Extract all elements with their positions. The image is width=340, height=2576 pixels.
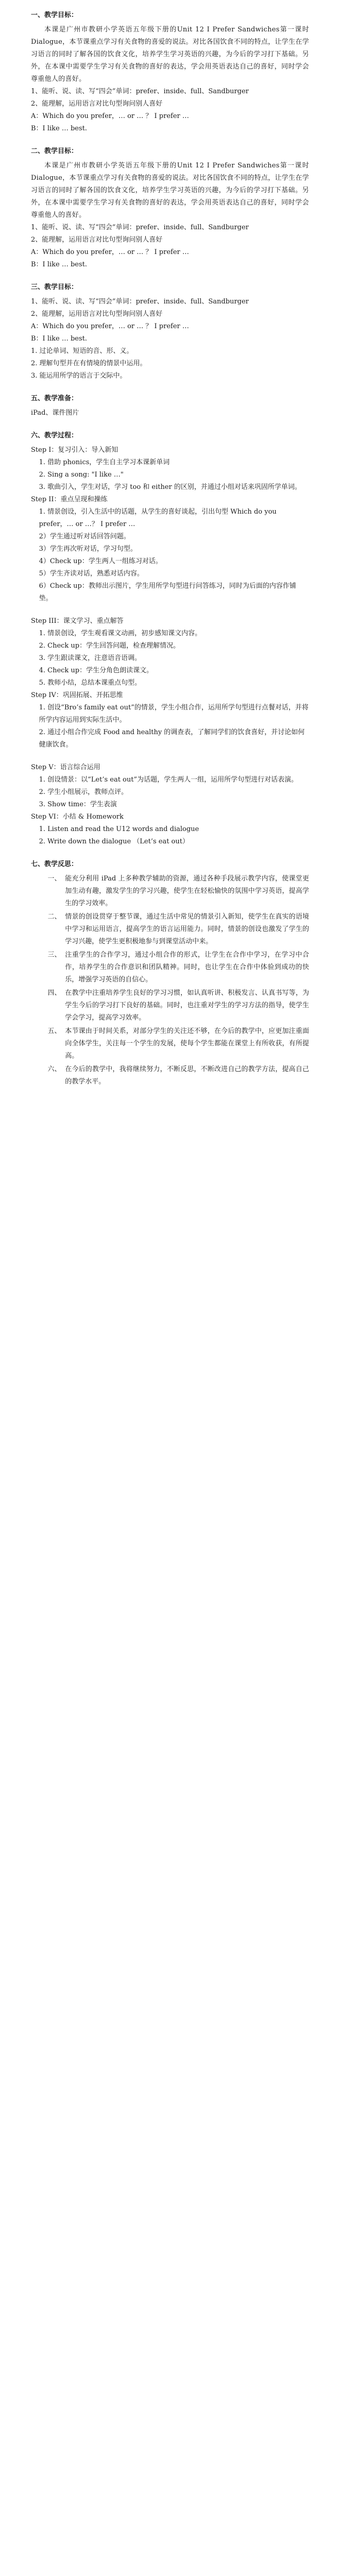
reflection-item xyxy=(31,1063,309,1088)
section-line: iPad、课件图片 xyxy=(31,409,79,417)
reflection-number: 四、 xyxy=(47,989,61,997)
reflection-number: 五、 xyxy=(47,1027,61,1035)
section-process-steps-3-4 xyxy=(31,615,309,751)
reflection-text: 在今后的教学中，我将继续努力，不断反思，不断改进自己的教学方法，提高自己的教学水平。 xyxy=(65,1065,309,1086)
section-line: 1、能听、说、读、写“四会”单词：prefer、inside、full、Sandburger xyxy=(31,88,249,95)
reflection-number: 三、 xyxy=(47,951,61,959)
document-body xyxy=(0,0,340,1088)
step-line: 2. Sing a song: "I like …" xyxy=(39,471,124,479)
step-line: 2. Check up：学生回答问题，检查理解情况。 xyxy=(39,642,180,650)
section-reflection xyxy=(31,858,309,1088)
section-line: B：I like … best. xyxy=(31,335,88,343)
step-line: 2. Write down the dialogue （Let’s eat out） xyxy=(39,838,189,845)
step-line: 5. 教师小结，总结本课重点句型。 xyxy=(39,679,142,687)
step-line: 2）学生通过听对话回答问题。 xyxy=(39,533,130,540)
section-heading: 三、教学目标： xyxy=(31,283,78,291)
section-line: A：Which do you prefer，… or … ？ I prefer … xyxy=(31,248,189,256)
step-line: 3. 学生跟读课文，注意语音语调。 xyxy=(39,654,142,662)
section-process-steps-5-6 xyxy=(31,761,309,848)
section-heading: 一、教学目标： xyxy=(31,11,78,19)
step-line: 5）学生齐读对话，熟悉对话内容。 xyxy=(39,570,144,578)
step-line: Step IV：巩固拓展、开拓思维 xyxy=(31,691,123,699)
section-paragraph: 本课是广州市教研小学英语五年级下册的Unit 12 I Prefer Sandwiches第一课时Dialogue，本节课重点学习有关食物的喜爱的说法。对比各国饮食不同的特点，让学生在学习语言的同时了解各国的饮食文化，培养学生学习英语的兴趣，为今后的学习打下基础。另外，在本课中需要学生学习有关食物的喜好的表达，学会用英语表达自己的喜好，同时学会尊重他人的喜好。 xyxy=(31,162,309,219)
reflection-number: 一、 xyxy=(47,875,61,883)
section-heading: 二、教学目标： xyxy=(31,147,78,155)
step-line: 2. 通过小组合作完成 Food and healthy 的调查表，了解同学们的饮食喜好，并讨论如何健康饮食。 xyxy=(39,728,305,749)
section-line: 1. 过论单词、短语的音、形、义。 xyxy=(31,347,133,355)
reflection-text: 能充分利用 iPad 上多种教学辅助的资源，通过各种手段展示教学内容，使课堂更加生动有趣，激发学生的学习兴趣，使学生在轻松愉快的氛围中学习英语，提高学生的学习效率。 xyxy=(65,875,309,907)
reflection-text: 注重学生的合作学习，通过小组合作的形式，让学生在合作中学习，在学习中合作，培养学生的合作意识和团队精神。同时，也让学生在合作中体验到成功的快乐，增强学习英语的自信心。 xyxy=(65,951,309,984)
section-heading: 六、教学过程： xyxy=(31,432,78,439)
section-heading: 七、教学反思： xyxy=(31,860,78,868)
step-line: Step III：课文学习、重点解答 xyxy=(31,617,124,625)
reflection-text: 在教学中注重培养学生良好的学习习惯，如认真听讲、积极发言、认真书写等，为学生今后的学习打下良好的基础。同时，也注重对学生的学习方法的指导，使学生学会学习，提高学习效率。 xyxy=(65,989,309,1022)
section-line: 1、能听、说、读、写“四会”单词：prefer、inside、full、Sandburger xyxy=(31,224,249,231)
section-line: A：Which do you prefer，… or … ？ I prefer … xyxy=(31,323,189,330)
reflection-number: 二、 xyxy=(47,913,61,921)
step-line: 1. 创设情景：以“Let’s eat out”为话题，学生两人一组，运用所学句型进行对话表演。 xyxy=(39,776,298,784)
step-line: 4. Check up：学生分角色朗读课文。 xyxy=(39,667,154,674)
reflection-item xyxy=(31,1025,309,1062)
step-line: 1. 情景创设，引入生活中的话题，从学生的喜好谈起，引出句型 Which do you prefer，… or …？ I prefer … xyxy=(39,508,277,528)
step-line: 1. 创设“Bro’s family eat out”的情景，学生小组合作，运用所学句型进行点餐对话，并将所学内容运用到实际生活中。 xyxy=(39,704,309,724)
reflection-item xyxy=(31,873,309,910)
section-line: B：I like … best. xyxy=(31,261,88,268)
section-preparation xyxy=(31,393,309,419)
step-line: 3. 歌曲引入，学生对话，学习 too 和 either 的区别，并通过小组对话来巩固所学单词。 xyxy=(39,483,301,491)
step-line: Step II：重点呈现和操练 xyxy=(31,496,108,503)
step-line: 3. Show time：学生表演 xyxy=(39,801,117,808)
section-line: 3. 能运用所学的语言于交际中。 xyxy=(31,372,127,380)
reflection-text: 本节课由于时间关系，对部分学生的关注还不够，在今后的教学中，应更加注重面向全体学生，关注每一个学生的发展，使每个学生都能在课堂上有所收获，有所提高。 xyxy=(65,1027,309,1060)
step-line: 1. Listen and read the U12 words and dialogue xyxy=(39,825,199,833)
step-line: Step I：复习引入：导入新知 xyxy=(31,446,118,454)
section-line: 2、能理解，运用语言对比句型询问别人喜好 xyxy=(31,100,163,108)
section-process xyxy=(31,430,309,605)
section-objectives-2 xyxy=(31,145,309,271)
section-line: 1、能听、说、读、写“四会”单词：prefer、inside、full、Sandburger xyxy=(31,298,249,306)
step-line: Step VI：小结 & Homework xyxy=(31,813,124,821)
reflection-item xyxy=(31,949,309,986)
reflection-item xyxy=(31,987,309,1024)
step-line: Step V：语言综合运用 xyxy=(31,764,100,771)
reflection-number: 六、 xyxy=(47,1065,61,1073)
section-line: 2. 理解句型并在有情境的情景中运用。 xyxy=(31,360,147,367)
step-line: 1. 借助 phonics，学生自主学习本课新单词 xyxy=(39,459,170,466)
step-line: 6）Check up：教师出示图片，学生用所学句型进行问答练习，同时为后面的内容作铺垫。 xyxy=(39,582,296,602)
step-line: 4）Check up：学生两人一组练习对话。 xyxy=(39,557,162,565)
section-objectives-3 xyxy=(31,281,309,382)
section-paragraph: 本课是广州市教研小学英语五年级下册的Unit 12 I Prefer Sandwiches第一课时Dialogue，本节课重点学习有关食物的喜爱的说法。对比各国饮食不同的特点，让学生在学习语言的同时了解各国的饮食文化，培养学生学习英语的兴趣，为今后的学习打下基础。另外，在本课中需要学生学习有关食物的喜好的表达，学会用英语表达自己的喜好，同时学会尊重他人的喜好。 xyxy=(31,26,309,83)
step-line: 3）学生再次听对话，学习句型。 xyxy=(39,545,137,553)
section-heading: 五、教学准备： xyxy=(31,395,78,402)
step-line: 2. 学生小组展示，教师点评。 xyxy=(39,788,128,796)
section-objectives-1 xyxy=(31,9,309,135)
reflection-text: 情景的创设贯穿于整节课，通过生活中常见的情景引入新知，使学生在真实的语境中学习和运用语言，提高学生的语言运用能力。同时，情景的创设也激发了学生的学习兴趣，使学生更积极地参与到课堂活动中来。 xyxy=(65,913,309,945)
section-line: 2、能理解，运用语言对比句型询问别人喜好 xyxy=(31,236,163,244)
section-line: A：Which do you prefer，… or … ？ I prefer … xyxy=(31,112,189,120)
step-line: 1. 情景创设，学生观看课文动画，初步感知课文内容。 xyxy=(39,630,202,637)
reflection-item xyxy=(31,911,309,948)
section-line: B：I like … best. xyxy=(31,125,88,132)
section-line: 2、能理解，运用语言对比句型询问别人喜好 xyxy=(31,310,163,318)
